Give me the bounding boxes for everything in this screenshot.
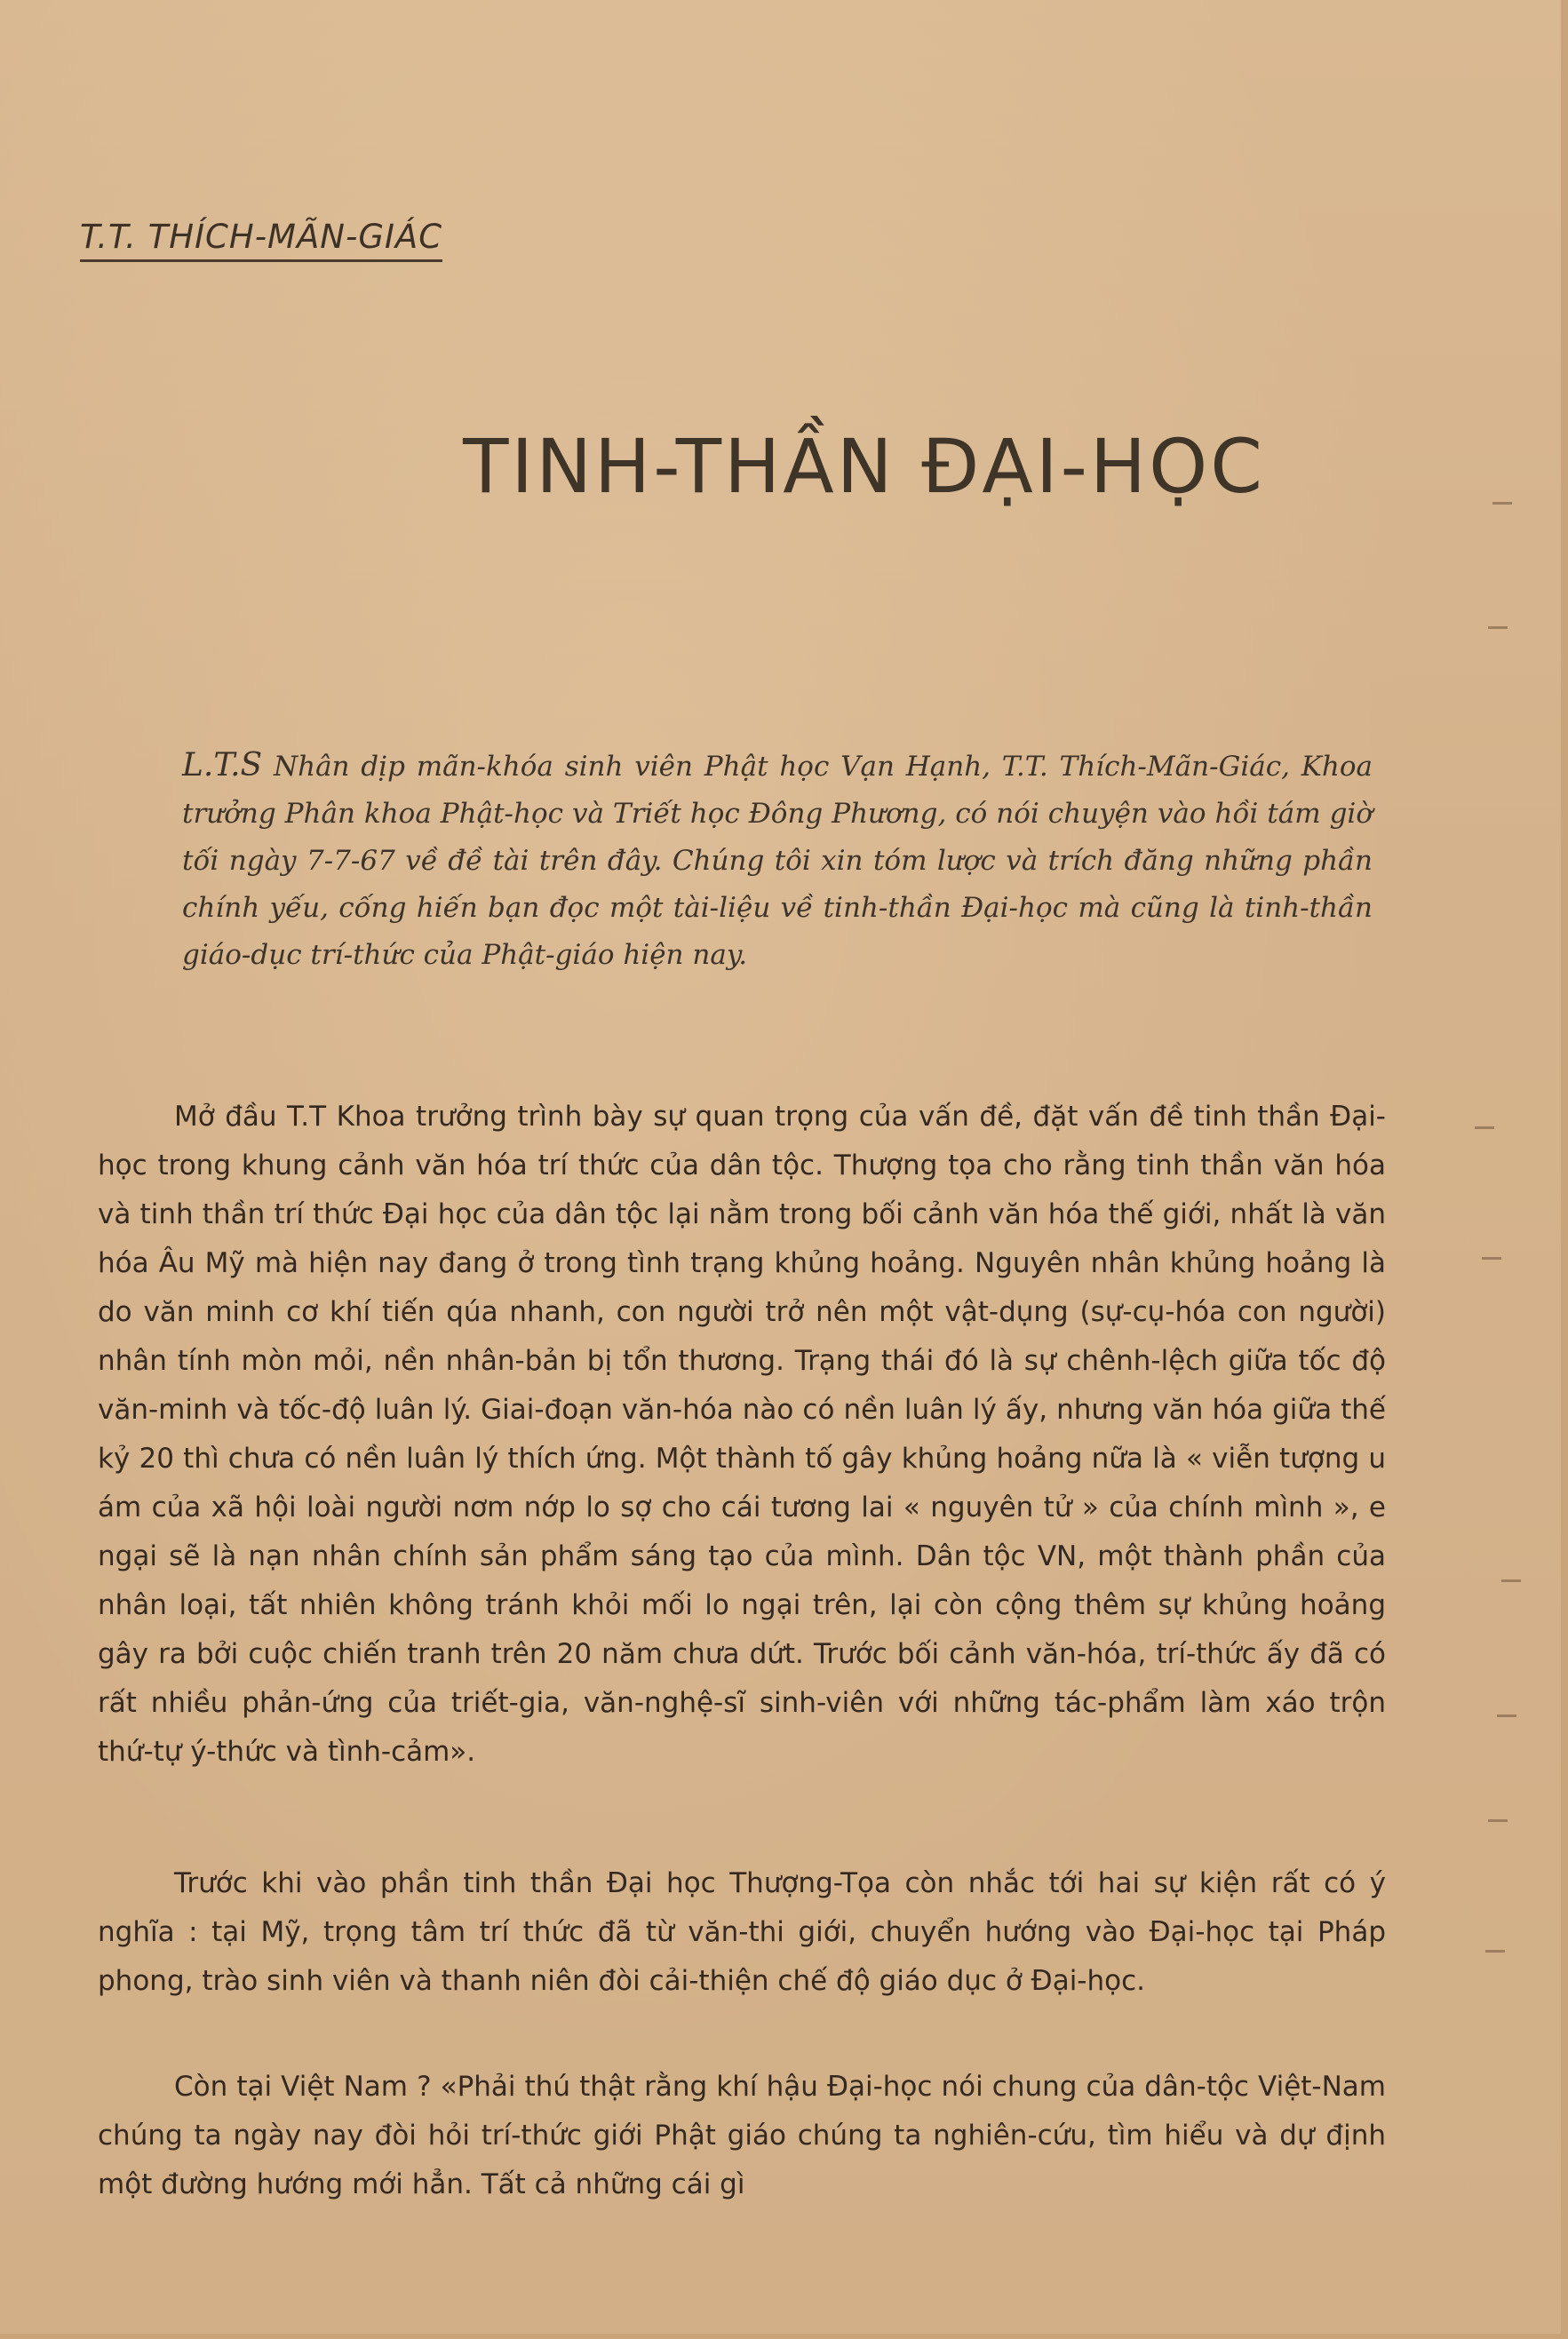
margin-mark xyxy=(1485,1950,1505,1953)
editor-note-prefix: L.T.S xyxy=(182,747,263,784)
margin-mark xyxy=(1482,1257,1501,1260)
margin-mark xyxy=(1497,1714,1516,1717)
margin-mark xyxy=(1488,1819,1508,1822)
author-byline: T.T. THÍCH-MÃN-GIÁC xyxy=(80,218,442,262)
body-paragraph-2: Trước khi vào phần tinh thần Đại học Thượng-Tọa còn nhắc tới hai sự kiện rất có ý nghĩa : tại Mỹ, trọng tâm trí thức đã từ văn-thi giới, chuyển hướng vào Đại-học tại Pháp phong, trào sinh viên và thanh niên đòi cải-thiện chế độ giáo dục ở Đại-học. xyxy=(98,1867,1386,1997)
margin-mark xyxy=(1475,1126,1494,1129)
article-title: TINH-THẦN ĐẠI-HỌC xyxy=(463,423,1265,511)
body-paragraph-1: Mở đầu T.T Khoa trưởng trình bày sự quan trọng của vấn đề, đặt vấn đề tinh thần Đại-học trong khung cảnh văn hóa trí thức của dân tộc. Thượng tọa cho rằng tinh thần văn hóa và tinh thần trí thức Đại học của dân tộc lại nằm trong bối cảnh văn hóa thế giới, nhất là văn hóa Âu Mỹ mà hiện nay đang ở trong tình trạng khủng hoảng. Nguyên nhân khủng hoảng là do văn minh cơ khí tiến qúa nhanh, con người trở nên một vật-dụng (sự-cụ-hóa con người) nhân tính mòn mỏi, nền nhân-bản bị tổn thương. Trạng thái đó là sự chênh-lệch giữa tốc độ văn-minh và tốc-độ luân lý. Giai-đoạn văn-hóa nào có nền luân lý ấy, nhưng văn hóa giữa thế kỷ 20 thì chưa có nền luân lý thích ứng. Một thành tố gây khủng hoảng nữa là « viễn tượng u ám của xã hội loài người nơm nớp lo sợ cho cái tương lai « nguyên tử » của chính mình », e ngại sẽ là nạn nhân chính sản phẩm sáng tạo của mình. Dân tộc VN, một thành phần của nhân loại, tất nhiên không tránh khỏi mối lo ngại trên, lại còn cộng thêm sự khủng hoảng gây ra bởi cuộc chiến tranh trên 20 năm chưa dứt. Trước bối cảnh văn-hóa, trí-thức ấy đã có rất nhiều phản-ứng của triết-gia, văn-nghệ-sĩ sinh-viên với những tác-phẩm làm xáo trộn thứ-tự ý-thức và tình-cảm». xyxy=(98,1101,1386,1768)
margin-mark xyxy=(1488,626,1508,629)
margin-mark xyxy=(1501,1579,1521,1582)
editor-note xyxy=(182,742,1373,979)
editor-note-text: Nhân dịp mãn-khóa sinh viên Phật học Vạn Hạnh, T.T. Thích-Mãn-Giác, Khoa trưởng Phân khoa Phật-học và Triết học Đông Phương, có nói chuyện vào hồi tám giờ tối ngày 7-7-67 về đề tài trên đây. Chúng tôi xin tóm lược và trích đăng những phần chính yếu, cống hiến bạn đọc một tài-liệu về tinh-thần Đại-học mà cũng là tinh-thần giáo-dục trí-thức của Phật-giáo hiện nay. xyxy=(182,751,1373,971)
body-paragraph-3: Còn tại Việt Nam ? «Phải thú thật rằng khí hậu Đại-học nói chung của dân-tộc Việt-Nam chúng ta ngày nay đòi hỏi trí-thức giới Phật giáo chúng ta nghiên-cứu, tìm hiểu và dự định một đường hướng mới hẳn. Tất cả những cái gì xyxy=(98,2071,1386,2200)
margin-mark xyxy=(1492,502,1512,505)
